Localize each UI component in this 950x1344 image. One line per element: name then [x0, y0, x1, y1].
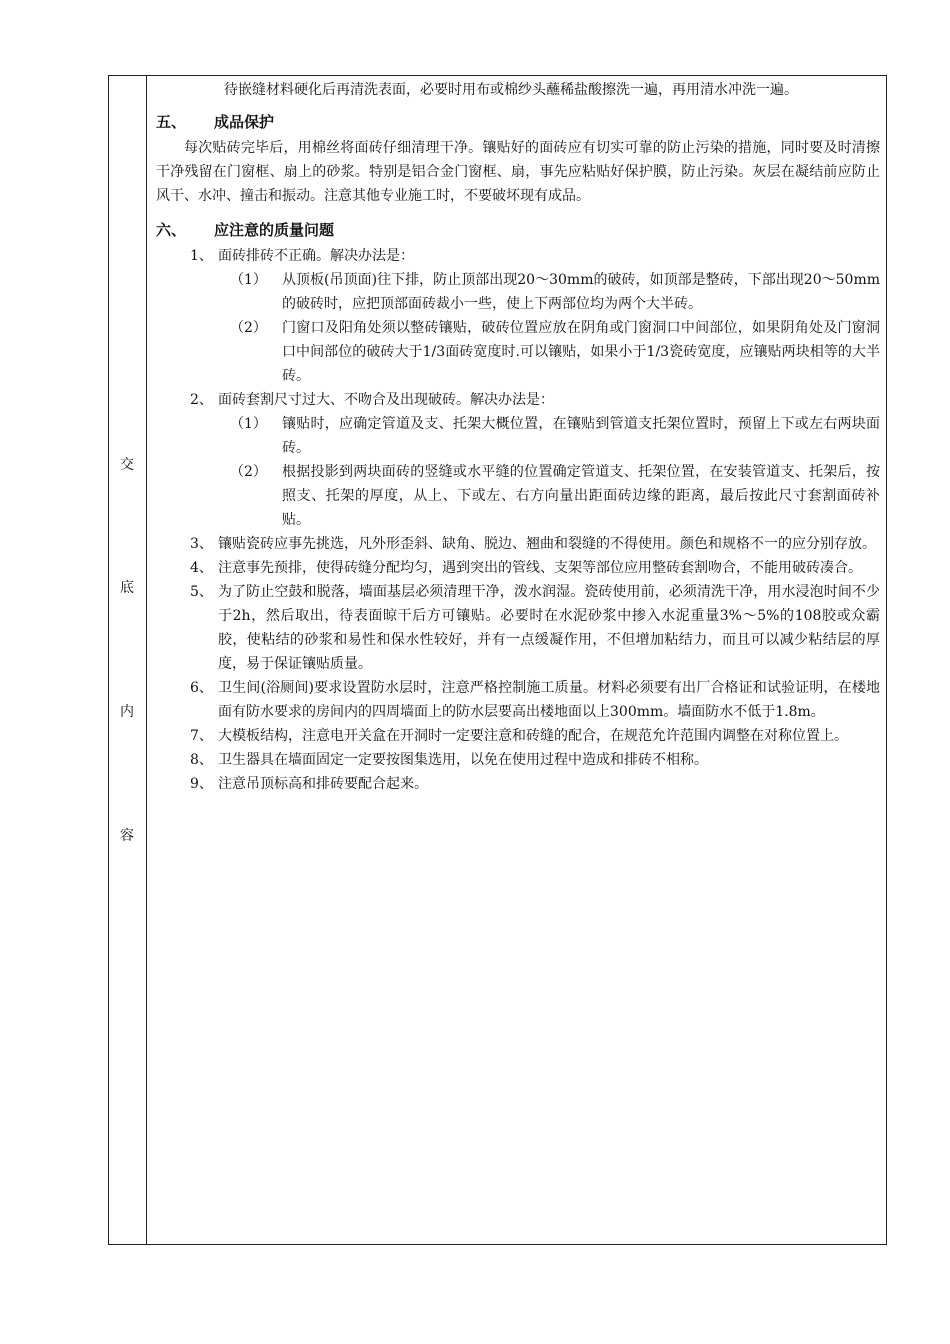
- side-label-char: 容: [120, 828, 134, 844]
- section-number: 五、: [156, 113, 187, 131]
- list-item: [156, 388, 880, 412]
- side-label-char: 交: [120, 457, 134, 473]
- list-item-text: 镶贴瓷砖应事先挑选，凡外形歪斜、缺角、脱边、翘曲和裂缝的不得使用。颜色和规格不一的应分别存放。: [218, 536, 876, 552]
- list-item: [156, 244, 880, 268]
- side-label-char: 内: [120, 704, 134, 720]
- list-item-text: 卫生器具在墙面固定一定要按图集选用，以免在使用过程中造成和排砖不相称。: [218, 752, 708, 768]
- sub-list-item: [156, 268, 880, 316]
- list-item-number: 5、: [190, 584, 213, 600]
- list-item-text: 注意吊顶标高和排砖要配合起来。: [218, 776, 428, 792]
- list-item: [156, 580, 880, 676]
- sub-list-item-text: 根据投影到两块面砖的竖缝或水平缝的位置确定管道支、托架位置，在安装管道支、托架后，按照支、托架的厚度，从上、下或左、右方向量出距面砖边缘的距离，最后按此尺寸套割面砖补贴。: [282, 464, 880, 528]
- list-item-number: 2、: [190, 392, 213, 408]
- section-title: 应注意的质量问题: [214, 221, 335, 239]
- content-cell: [156, 78, 880, 796]
- intro-paragraph: 待嵌缝材料硬化后再清洗表面，必要时用布或棉纱头蘸稀盐酸擦洗一遍，再用清水冲洗一遍。: [224, 82, 798, 98]
- list-item: [156, 748, 880, 772]
- list-item: [156, 772, 880, 796]
- section-number: 六、: [156, 221, 187, 239]
- sub-list-item-number: （1）: [230, 272, 267, 288]
- list-item: [156, 724, 880, 748]
- column-divider: [146, 75, 147, 1245]
- list-item-number: 9、: [190, 776, 213, 792]
- list-item-text: 卫生间(浴厕间)要求设置防水层时，注意严格控制施工质量。材料必须要有出厂合格证和试验证明，在楼地面有防水要求的房间内的四周墙面上的防水层要高出楼地面以上300mm。墙面防水不低于1.8m。: [218, 680, 880, 720]
- sub-list-item: [156, 412, 880, 460]
- list-item-number: 1、: [190, 248, 213, 264]
- list-item: [156, 556, 880, 580]
- list-item: [156, 676, 880, 724]
- section-title: 成品保护: [214, 113, 275, 131]
- sub-list-item-text: 从顶板(吊顶面)往下排，防止顶部出现20～30mm的破砖，如顶部是整砖，下部出现20～50mm的破砖时，应把顶部面砖裁小一些，使上下两部位均为两个大半砖。: [282, 272, 880, 312]
- list-item-number: 6、: [190, 680, 213, 696]
- section-paragraph: 每次贴砖完毕后，用棉丝将面砖仔细清理干净。镶贴好的面砖应有切实可靠的防止污染的措施，同时要及时清擦干净残留在门窗框、扇上的砂浆。特别是铝合金门窗框、扇，事先应粘贴好保护膜，防止污染。灰层在凝结前应防止风干、水冲、撞击和振动。注意其他专业施工时，不要破坏现有成品。: [156, 140, 880, 204]
- sub-list-item-text: 镶贴时，应确定管道及支、托架大概位置，在镶贴到管道支托架位置时，预留上下或左右两块面砖。: [282, 416, 880, 456]
- section-heading: [156, 218, 880, 242]
- list-item-number: 4、: [190, 560, 213, 576]
- sub-list-item-number: （1）: [230, 416, 267, 432]
- sub-list-item-number: （2）: [230, 320, 267, 336]
- list-item-text: 面砖套割尺寸过大、不吻合及出现破砖。解决办法是：: [218, 392, 554, 408]
- list-item-number: 8、: [190, 752, 213, 768]
- sub-list-item-text: 门窗口及阳角处须以整砖镶贴，破砖位置应放在阴角或门窗洞口中间部位，如果阴角处及门窗洞口中间部位的破砖大于1/3面砖宽度时.可以镶贴，如果小于1/3瓷砖宽度，应镶贴两块相等的大半砖。: [282, 320, 880, 384]
- side-label-char: 底: [120, 580, 134, 596]
- list-item-text: 为了防止空鼓和脱落，墙面基层必须清理干净，泼水润湿。瓷砖使用前，必须清洗干净，用水浸泡时间不少于2h，然后取出，待表面晾干后方可镶贴。必要时在水泥砂浆中掺入水泥重量3%～5%的108胶或众霸胶，使粘结的砂浆和易性和保水性较好，并有一点缓凝作用，不但增加粘结力，而且可以减少粘结层的厚度，易于保证镶贴质量。: [218, 584, 880, 672]
- list-item-number: 7、: [190, 728, 213, 744]
- section-heading: [156, 110, 880, 134]
- sub-list-item-number: （2）: [230, 464, 267, 480]
- list-item-text: 面砖排砖不正确。解决办法是：: [218, 248, 414, 264]
- list-item-text: 大模板结构，注意电开关盒在开洞时一定要注意和砖缝的配合，在规范允许范围内调整在对称位置上。: [218, 728, 848, 744]
- list-item-text: 注意事先预排，使得砖缝分配均匀，遇到突出的管线、支架等部位应用整砖套割吻合，不能用破砖凑合。: [218, 560, 862, 576]
- sub-list-item: [156, 316, 880, 388]
- issue-list: [156, 244, 880, 796]
- sub-list-item: [156, 460, 880, 532]
- list-item-number: 3、: [190, 536, 213, 552]
- list-item: [156, 532, 880, 556]
